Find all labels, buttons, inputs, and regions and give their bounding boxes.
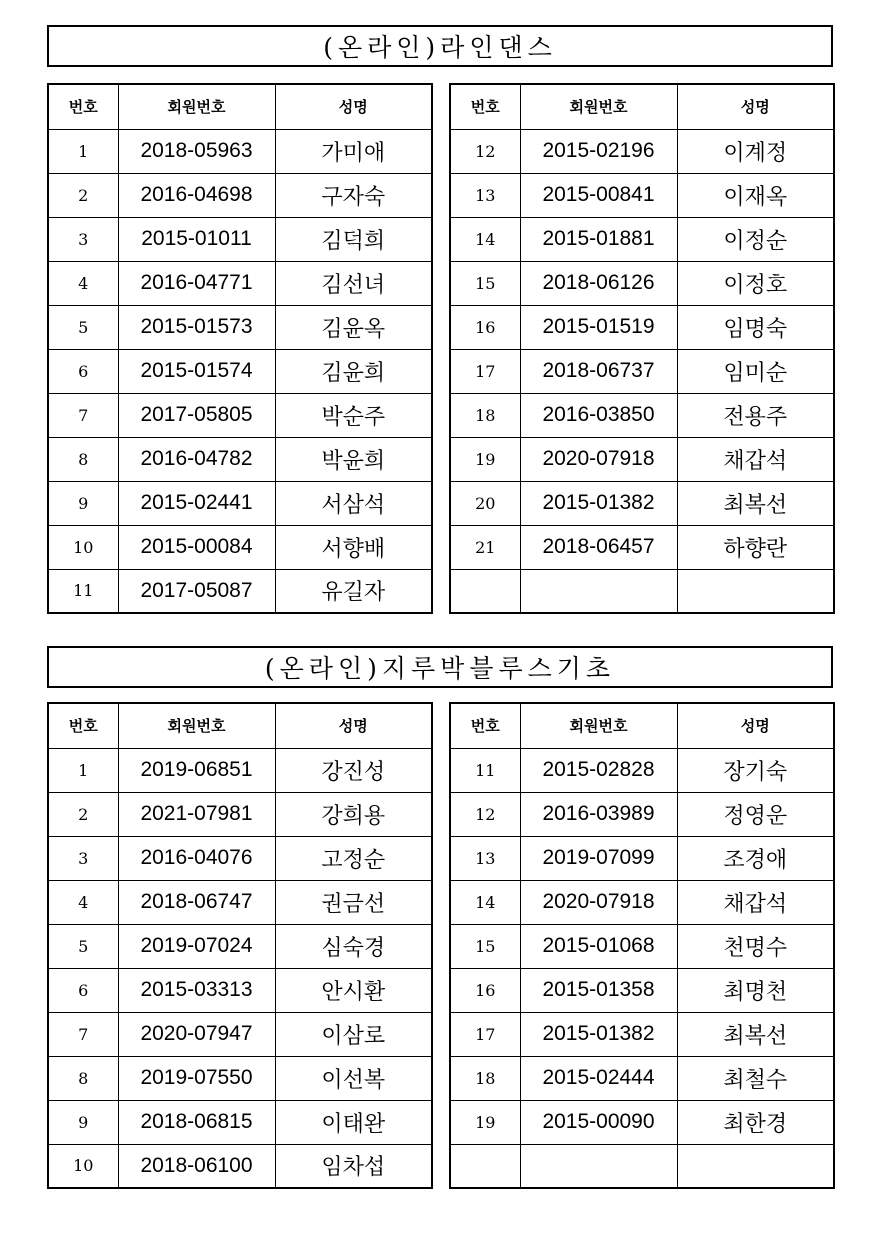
cell-number: 9: [48, 481, 118, 525]
cell-number: 21: [450, 525, 520, 569]
cell-number: 14: [450, 880, 520, 924]
cell-member-id: 2015-02196: [520, 129, 677, 173]
roster-table-left: [47, 83, 433, 614]
cell-name: 고정순: [275, 836, 432, 880]
cell-number: 5: [48, 305, 118, 349]
table-row: [48, 1144, 432, 1188]
cell-number: 16: [450, 968, 520, 1012]
table-row: [48, 217, 432, 261]
cell-number: 16: [450, 305, 520, 349]
table-row: [48, 836, 432, 880]
cell-member-id: 2015-01011: [118, 217, 275, 261]
cell-number: 12: [450, 792, 520, 836]
cell-member-id: 2017-05087: [118, 569, 275, 613]
section-title: (온라인)지루박블루스기초: [47, 646, 833, 688]
cell-name: 강희용: [275, 792, 432, 836]
cell-number: 3: [48, 836, 118, 880]
cell-member-id: 2018-06100: [118, 1144, 275, 1188]
roster-table-right: [449, 83, 835, 614]
table-row: [450, 924, 834, 968]
cell-member-id: 2015-02441: [118, 481, 275, 525]
cell-member-id: 2019-07024: [118, 924, 275, 968]
cell-number: 20: [450, 481, 520, 525]
cell-number: 11: [450, 748, 520, 792]
header-number: 번호: [450, 703, 520, 748]
header-row: [48, 84, 432, 129]
table-row: [450, 880, 834, 924]
cell-member-id: 2018-06126: [520, 261, 677, 305]
table-row: [48, 1012, 432, 1056]
cell-name: 이재옥: [677, 173, 834, 217]
cell-name: 강진성: [275, 748, 432, 792]
table-row: [450, 305, 834, 349]
cell-name: 안시환: [275, 968, 432, 1012]
cell-name: 김덕희: [275, 217, 432, 261]
cell-number: 15: [450, 261, 520, 305]
cell-member-id: 2015-01382: [520, 481, 677, 525]
table-row: [450, 1144, 834, 1188]
cell-member-id: 2018-05963: [118, 129, 275, 173]
table-row: [450, 349, 834, 393]
cell-number: 12: [450, 129, 520, 173]
cell-member-id: 2016-04698: [118, 173, 275, 217]
cell-number: 13: [450, 173, 520, 217]
cell-member-id: 2016-04782: [118, 437, 275, 481]
cell-member-id: 2015-01574: [118, 349, 275, 393]
table-row: [48, 792, 432, 836]
table-row: [450, 1012, 834, 1056]
cell-name: 임명숙: [677, 305, 834, 349]
cell-name: 최복선: [677, 481, 834, 525]
cell-number: 18: [450, 1056, 520, 1100]
cell-number: [450, 569, 520, 613]
cell-member-id: 2015-00090: [520, 1100, 677, 1144]
cell-member-id: 2015-00084: [118, 525, 275, 569]
table-row: [48, 305, 432, 349]
cell-number: 4: [48, 261, 118, 305]
header-member-id: 회원번호: [118, 703, 275, 748]
cell-member-id: 2015-03313: [118, 968, 275, 1012]
cell-name: 서향배: [275, 525, 432, 569]
cell-member-id: 2015-01881: [520, 217, 677, 261]
table-row: [450, 481, 834, 525]
table-row: [48, 349, 432, 393]
cell-member-id: 2016-04076: [118, 836, 275, 880]
cell-member-id: [520, 1144, 677, 1188]
header-member-id: 회원번호: [520, 703, 677, 748]
table-row: [450, 393, 834, 437]
cell-name: 임미순: [677, 349, 834, 393]
header-name: 성명: [275, 84, 432, 129]
header-member-id: 회원번호: [520, 84, 677, 129]
cell-name: 천명수: [677, 924, 834, 968]
cell-name: 채갑석: [677, 437, 834, 481]
table-row: [48, 437, 432, 481]
cell-name: 최복선: [677, 1012, 834, 1056]
cell-member-id: 2019-07550: [118, 1056, 275, 1100]
cell-number: 10: [48, 525, 118, 569]
cell-member-id: 2019-06851: [118, 748, 275, 792]
cell-name: 임차섭: [275, 1144, 432, 1188]
cell-member-id: 2016-03850: [520, 393, 677, 437]
table-row: [450, 748, 834, 792]
cell-number: 6: [48, 968, 118, 1012]
table-row: [450, 1100, 834, 1144]
cell-name: 서삼석: [275, 481, 432, 525]
cell-name: 김선녀: [275, 261, 432, 305]
cell-member-id: 2015-01519: [520, 305, 677, 349]
table-row: [48, 569, 432, 613]
cell-number: 2: [48, 173, 118, 217]
cell-member-id: 2020-07918: [520, 880, 677, 924]
cell-member-id: 2016-04771: [118, 261, 275, 305]
cell-member-id: 2018-06737: [520, 349, 677, 393]
cell-name: 가미애: [275, 129, 432, 173]
cell-number: 17: [450, 349, 520, 393]
table-row: [450, 968, 834, 1012]
cell-number: 7: [48, 1012, 118, 1056]
cell-member-id: 2019-07099: [520, 836, 677, 880]
cell-number: [450, 1144, 520, 1188]
table-row: [48, 173, 432, 217]
cell-number: 10: [48, 1144, 118, 1188]
header-row: [48, 703, 432, 748]
table-row: [48, 129, 432, 173]
cell-name: 채갑석: [677, 880, 834, 924]
cell-name: 박윤희: [275, 437, 432, 481]
cell-member-id: 2015-02444: [520, 1056, 677, 1100]
cell-name: [677, 569, 834, 613]
cell-name: [677, 1144, 834, 1188]
cell-name: 최명천: [677, 968, 834, 1012]
cell-number: 3: [48, 217, 118, 261]
cell-number: 18: [450, 393, 520, 437]
cell-name: 권금선: [275, 880, 432, 924]
table-row: [450, 836, 834, 880]
cell-member-id: 2015-00841: [520, 173, 677, 217]
table-row: [450, 437, 834, 481]
table-row: [48, 880, 432, 924]
cell-name: 이태완: [275, 1100, 432, 1144]
cell-number: 19: [450, 437, 520, 481]
cell-member-id: 2018-06747: [118, 880, 275, 924]
cell-name: 조경애: [677, 836, 834, 880]
table-row: [48, 393, 432, 437]
cell-number: 19: [450, 1100, 520, 1144]
cell-name: 구자숙: [275, 173, 432, 217]
cell-number: 7: [48, 393, 118, 437]
cell-number: 6: [48, 349, 118, 393]
cell-name: 최한경: [677, 1100, 834, 1144]
cell-number: 2: [48, 792, 118, 836]
cell-name: 심숙경: [275, 924, 432, 968]
cell-name: 이계정: [677, 129, 834, 173]
header-member-id: 회원번호: [118, 84, 275, 129]
header-number: 번호: [450, 84, 520, 129]
cell-number: 8: [48, 437, 118, 481]
cell-member-id: 2015-01382: [520, 1012, 677, 1056]
cell-name: 이삼로: [275, 1012, 432, 1056]
table-row: [450, 525, 834, 569]
cell-member-id: 2017-05805: [118, 393, 275, 437]
table-row: [48, 1056, 432, 1100]
table-row: [450, 173, 834, 217]
header-number: 번호: [48, 84, 118, 129]
cell-member-id: 2021-07981: [118, 792, 275, 836]
cell-number: 8: [48, 1056, 118, 1100]
cell-number: 15: [450, 924, 520, 968]
table-row: [48, 968, 432, 1012]
cell-name: 이정호: [677, 261, 834, 305]
cell-number: 9: [48, 1100, 118, 1144]
cell-name: 장기숙: [677, 748, 834, 792]
cell-number: 11: [48, 569, 118, 613]
cell-name: 이정순: [677, 217, 834, 261]
header-number: 번호: [48, 703, 118, 748]
table-row: [450, 261, 834, 305]
cell-name: 김윤옥: [275, 305, 432, 349]
table-row: [450, 217, 834, 261]
cell-name: 유길자: [275, 569, 432, 613]
table-row: [450, 1056, 834, 1100]
table-row: [48, 525, 432, 569]
cell-number: 17: [450, 1012, 520, 1056]
cell-member-id: 2020-07918: [520, 437, 677, 481]
table-row: [450, 129, 834, 173]
table-row: [48, 748, 432, 792]
cell-name: 이선복: [275, 1056, 432, 1100]
table-row: [48, 924, 432, 968]
header-name: 성명: [677, 703, 834, 748]
cell-number: 5: [48, 924, 118, 968]
cell-member-id: 2020-07947: [118, 1012, 275, 1056]
header-name: 성명: [677, 84, 834, 129]
cell-number: 14: [450, 217, 520, 261]
cell-number: 4: [48, 880, 118, 924]
cell-number: 1: [48, 748, 118, 792]
table-row: [450, 792, 834, 836]
cell-name: 김윤희: [275, 349, 432, 393]
table-row: [450, 569, 834, 613]
roster-table-right: [449, 702, 835, 1189]
section-title: (온라인)라인댄스: [47, 25, 833, 67]
roster-table-left: [47, 702, 433, 1189]
cell-name: 최철수: [677, 1056, 834, 1100]
cell-name: 정영운: [677, 792, 834, 836]
cell-number: 1: [48, 129, 118, 173]
header-row: [450, 703, 834, 748]
cell-member-id: 2018-06457: [520, 525, 677, 569]
table-row: [48, 261, 432, 305]
cell-member-id: 2015-01068: [520, 924, 677, 968]
cell-member-id: 2016-03989: [520, 792, 677, 836]
cell-number: 13: [450, 836, 520, 880]
cell-name: 박순주: [275, 393, 432, 437]
cell-name: 전용주: [677, 393, 834, 437]
cell-name: 하향란: [677, 525, 834, 569]
header-row: [450, 84, 834, 129]
table-row: [48, 481, 432, 525]
cell-member-id: 2015-02828: [520, 748, 677, 792]
header-name: 성명: [275, 703, 432, 748]
table-row: [48, 1100, 432, 1144]
cell-member-id: 2015-01573: [118, 305, 275, 349]
cell-member-id: 2015-01358: [520, 968, 677, 1012]
cell-member-id: [520, 569, 677, 613]
cell-member-id: 2018-06815: [118, 1100, 275, 1144]
